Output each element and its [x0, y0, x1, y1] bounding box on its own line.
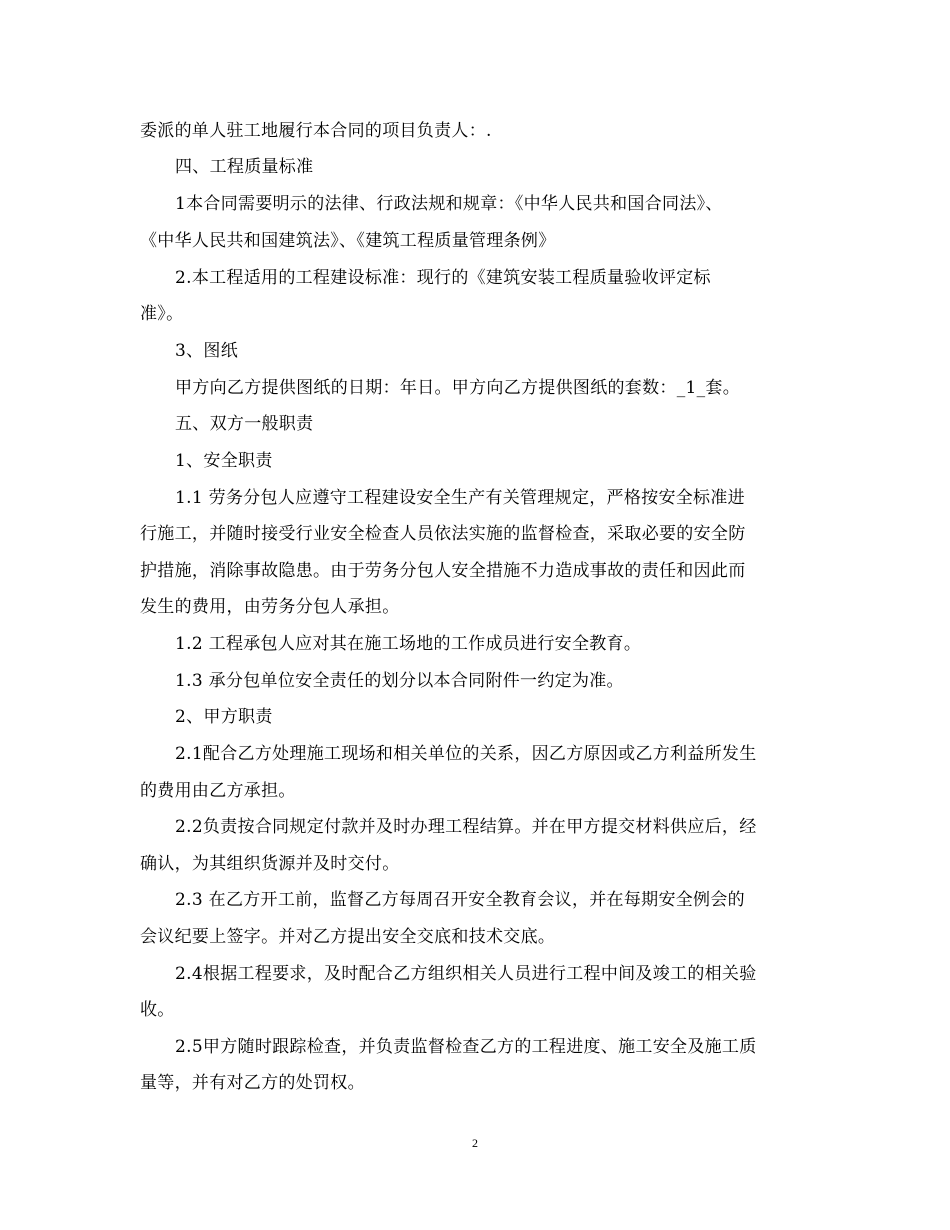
section-heading: 五、双方一般职责 [175, 414, 314, 434]
text-line: 确认，为其组织货源并及时交付。 [140, 854, 400, 874]
text-line: 2.5甲方随时跟踪检查，并负责监督检查乙方的工程进度、施工安全及施工质 [175, 1037, 757, 1057]
text-line: 护措施，消除事故隐患。由于劳务分包人安全措施不力造成事故的责任和因此而 [140, 561, 746, 581]
text-line: 2.2负责按合同规定付款并及时办理工程结算。并在甲方提交材料供应后，经 [175, 817, 757, 837]
text-line: 甲方向乙方提供图纸的日期：年日。甲方向乙方提供图纸的套数：_1_套。 [175, 378, 741, 398]
text-line: 《中华人民共和国建筑法》、《建筑工程质量管理条例》 [140, 231, 556, 251]
text-line: 2.本工程适用的工程建设标准：现行的《建筑安装工程质量验收评定标 [175, 268, 711, 288]
text-line: 2.3 在乙方开工前，监督乙方每周召开安全教育会议，并在每期安全例会的 [175, 890, 745, 910]
text-line: 2.4根据工程要求，及时配合乙方组织相关人员进行工程中间及竣工的相关验 [175, 964, 757, 984]
page-number: 2 [472, 1136, 478, 1150]
section-heading: 3、图纸 [175, 341, 239, 361]
text-line: 准》。 [140, 304, 184, 324]
text-line: 1.3 承分包单位安全责任的划分以本合同附件一约定为准。 [175, 671, 624, 691]
text-line: 行施工，并随时接受行业安全检查人员依法实施的监督检查，采取必要的安全防 [140, 524, 746, 544]
text-line: 1.2 工程承包人应对其在施工场地的工作成员进行安全教育。 [175, 634, 642, 654]
section-heading: 2、甲方职责 [175, 707, 273, 727]
text-line: 1本合同需要明示的法律、行政法规和规章：《中华人民共和国合同法》、 [175, 194, 723, 214]
text-line: 量等，并有对乙方的处罚权。 [140, 1073, 365, 1093]
section-heading: 1、安全职责 [175, 451, 273, 471]
text-line: 1.1 劳务分包人应遵守工程建设安全生产有关管理规定，严格按安全标准进 [175, 488, 745, 508]
text-line: 会议纪要上签字。并对乙方提出安全交底和技术交底。 [140, 927, 556, 947]
text-line: 2.1配合乙方处理施工现场和相关单位的关系，因乙方原因或乙方利益所发生 [175, 744, 757, 764]
section-heading: 四、工程质量标准 [175, 157, 314, 177]
text-line: 委派的单人驻工地履行本合同的项目负责人：. [140, 121, 492, 141]
text-line: 的费用由乙方承担。 [140, 781, 296, 801]
text-line: 发生的费用，由劳务分包人承担。 [140, 597, 400, 617]
text-line: 收。 [140, 1000, 175, 1020]
